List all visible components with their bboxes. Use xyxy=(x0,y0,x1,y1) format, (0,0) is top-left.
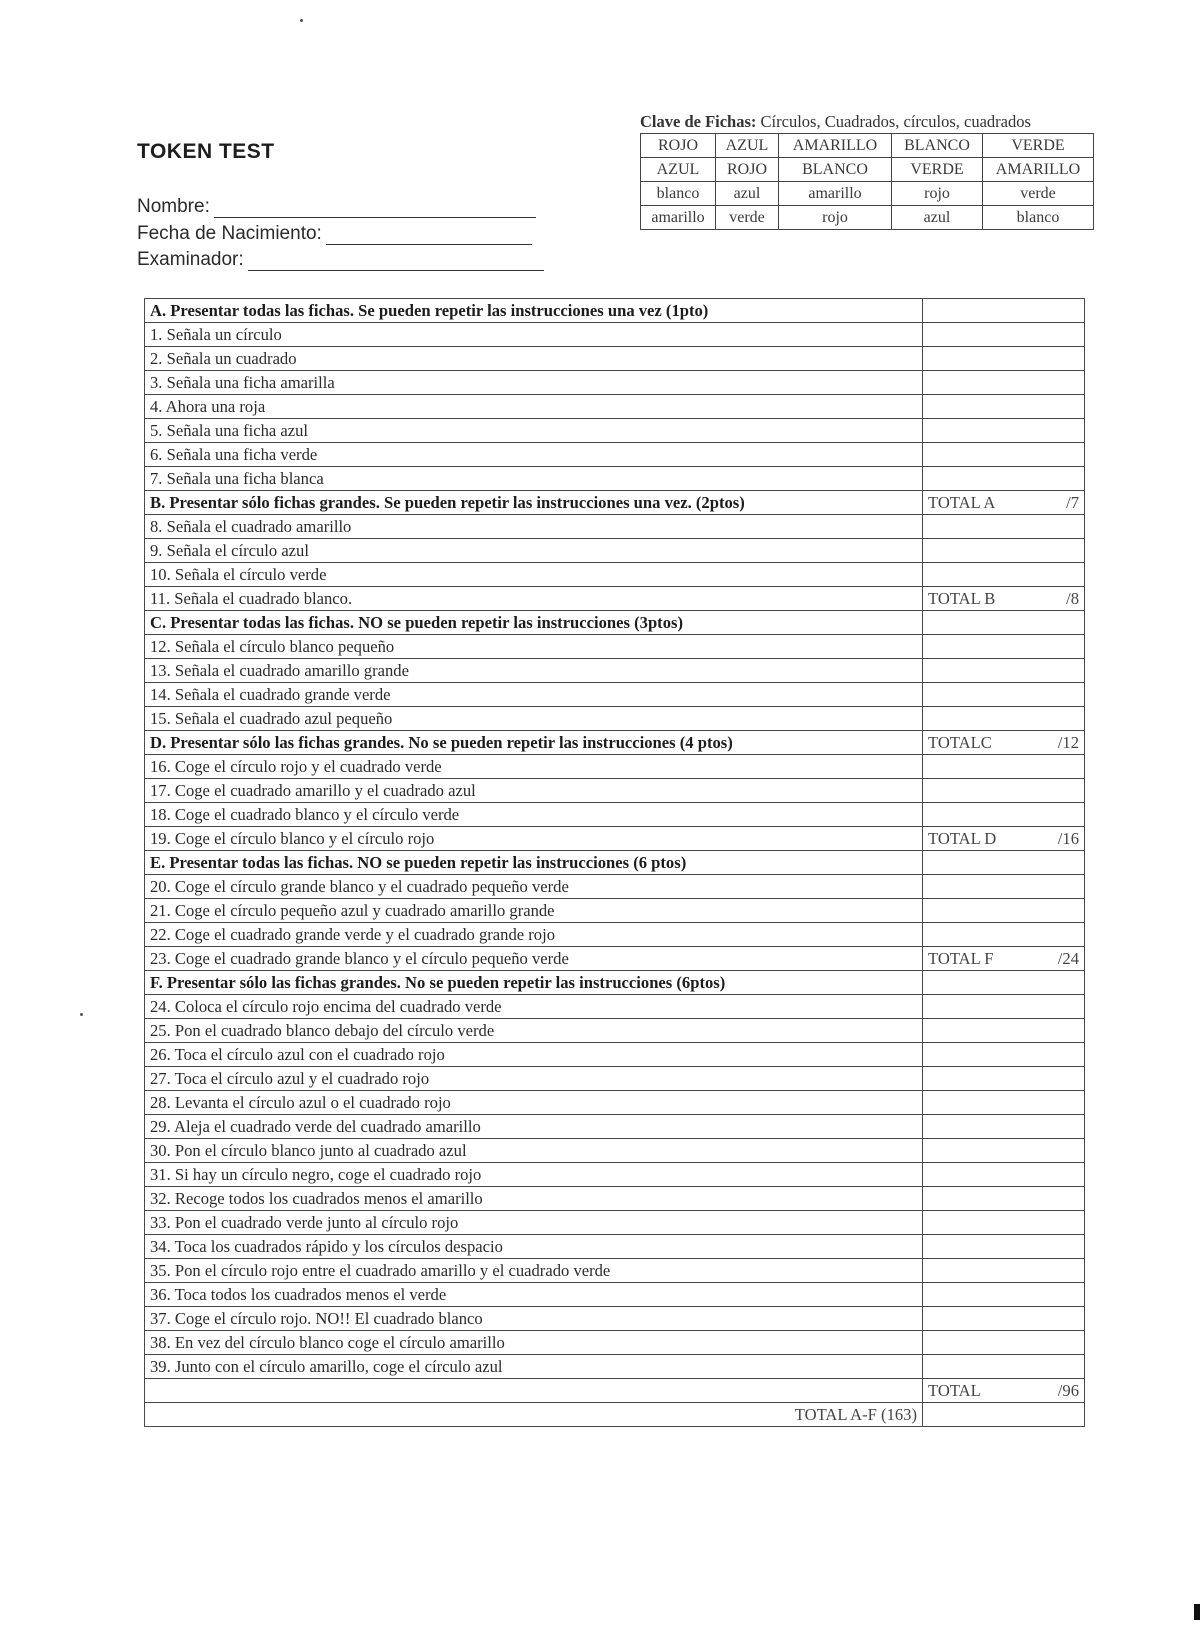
score-label: TOTALC xyxy=(928,732,992,752)
birthdate-label: Fecha de Nacimiento: xyxy=(137,223,322,244)
score-cell[interactable] xyxy=(923,371,1085,395)
instruction-row xyxy=(145,1331,1085,1355)
instruction-row xyxy=(145,875,1085,899)
score-cell[interactable] xyxy=(923,1211,1085,1235)
instruction-text: 2. Señala un cuadrado xyxy=(145,347,923,371)
score-cell[interactable] xyxy=(923,1115,1085,1139)
instruction-text: 32. Recoge todos los cuadrados menos el amarillo xyxy=(145,1187,923,1211)
instruction-row xyxy=(145,779,1085,803)
section-title: E. Presentar todas las fichas. NO se pueden repetir las instrucciones (6 ptos) xyxy=(145,851,923,875)
instruction-row xyxy=(145,515,1085,539)
score-cell[interactable] xyxy=(923,395,1085,419)
score-cell[interactable] xyxy=(923,1283,1085,1307)
section-header-row xyxy=(145,611,1085,635)
instruction-row xyxy=(145,467,1085,491)
birthdate-field[interactable] xyxy=(137,223,532,245)
scan-speck xyxy=(80,1013,83,1016)
token-key-table xyxy=(640,133,1094,230)
score-cell[interactable] xyxy=(923,1403,1085,1427)
instruction-row xyxy=(145,1043,1085,1067)
instruction-row xyxy=(145,827,1085,851)
instructions-table xyxy=(144,298,1085,1427)
key-cell: ROJO xyxy=(716,158,779,182)
score-cell[interactable] xyxy=(923,323,1085,347)
score-cell[interactable] xyxy=(923,1259,1085,1283)
instruction-text: 1. Señala un círculo xyxy=(145,323,923,347)
instruction-row xyxy=(145,1139,1085,1163)
score-max: /7 xyxy=(1066,492,1079,512)
key-cell: BLANCO xyxy=(892,134,983,158)
key-cell: azul xyxy=(892,206,983,230)
examiner-field[interactable] xyxy=(137,249,544,271)
key-cell: AZUL xyxy=(716,134,779,158)
instruction-text: 28. Levanta el círculo azul o el cuadrado rojo xyxy=(145,1091,923,1115)
instruction-text: 15. Señala el cuadrado azul pequeño xyxy=(145,707,923,731)
key-row xyxy=(641,134,1094,158)
instruction-text: 10. Señala el círculo verde xyxy=(145,563,923,587)
instruction-row xyxy=(145,347,1085,371)
score-cell[interactable] xyxy=(923,947,1085,971)
score-label: TOTAL F xyxy=(928,948,994,968)
key-cell: blanco xyxy=(641,182,716,206)
score-cell[interactable] xyxy=(923,491,1085,515)
score-cell[interactable] xyxy=(923,731,1085,755)
key-cell: VERDE xyxy=(983,134,1094,158)
section-header-row xyxy=(145,731,1085,755)
section-header-row xyxy=(145,299,1085,323)
instruction-text: 33. Pon el cuadrado verde junto al círculo rojo xyxy=(145,1211,923,1235)
key-cell: AMARILLO xyxy=(779,134,892,158)
instruction-text: 34. Toca los cuadrados rápido y los círculos despacio xyxy=(145,1235,923,1259)
name-line[interactable] xyxy=(214,199,536,218)
score-cell[interactable] xyxy=(923,1091,1085,1115)
score-cell[interactable] xyxy=(923,539,1085,563)
section-title: F. Presentar sólo las fichas grandes. No se pueden repetir las instrucciones (6ptos) xyxy=(145,971,923,995)
section-title: C. Presentar todas las fichas. NO se pueden repetir las instrucciones (3ptos) xyxy=(145,611,923,635)
score-max: /8 xyxy=(1066,588,1079,608)
instruction-row xyxy=(145,635,1085,659)
instruction-row xyxy=(145,1355,1085,1379)
instruction-row xyxy=(145,659,1085,683)
score-cell[interactable] xyxy=(923,515,1085,539)
instruction-text: 19. Coge el círculo blanco y el círculo rojo xyxy=(145,827,923,851)
score-cell[interactable] xyxy=(923,611,1085,635)
score-cell[interactable] xyxy=(923,1043,1085,1067)
grand-total-row xyxy=(145,1403,1085,1427)
score-cell[interactable] xyxy=(923,659,1085,683)
instruction-text: 12. Señala el círculo blanco pequeño xyxy=(145,635,923,659)
score-cell[interactable] xyxy=(923,1067,1085,1091)
section-header-row xyxy=(145,971,1085,995)
grand-total-label: TOTAL A-F (163) xyxy=(145,1403,923,1427)
score-cell[interactable] xyxy=(923,971,1085,995)
instruction-text: 20. Coge el círculo grande blanco y el cuadrado pequeño verde xyxy=(145,875,923,899)
token-key-caption: Clave de Fichas: Círculos, Cuadrados, círculos, cuadrados xyxy=(640,112,1031,131)
instruction-text: 38. En vez del círculo blanco coge el círculo amarillo xyxy=(145,1331,923,1355)
instruction-text: 27. Toca el círculo azul y el cuadrado rojo xyxy=(145,1067,923,1091)
instruction-row xyxy=(145,947,1085,971)
instruction-text: 13. Señala el cuadrado amarillo grande xyxy=(145,659,923,683)
key-cell: verde xyxy=(716,206,779,230)
key-cell: ROJO xyxy=(641,134,716,158)
score-label: TOTAL xyxy=(928,1380,981,1400)
instruction-row xyxy=(145,899,1085,923)
score-cell[interactable] xyxy=(923,851,1085,875)
total-row xyxy=(145,1379,1085,1403)
score-cell[interactable] xyxy=(923,299,1085,323)
section-title: B. Presentar sólo fichas grandes. Se pueden repetir las instrucciones una vez. (2ptos) xyxy=(145,491,923,515)
instruction-row xyxy=(145,1067,1085,1091)
score-cell[interactable] xyxy=(923,683,1085,707)
scan-edge-mark xyxy=(1194,1604,1200,1620)
key-cell: azul xyxy=(716,182,779,206)
key-cell: rojo xyxy=(892,182,983,206)
key-cell: AMARILLO xyxy=(983,158,1094,182)
score-cell[interactable] xyxy=(923,635,1085,659)
instruction-text: 9. Señala el círculo azul xyxy=(145,539,923,563)
instruction-text: 39. Junto con el círculo amarillo, coge el círculo azul xyxy=(145,1355,923,1379)
key-cell: BLANCO xyxy=(779,158,892,182)
instruction-row xyxy=(145,1283,1085,1307)
section-header-row xyxy=(145,491,1085,515)
score-cell[interactable] xyxy=(923,1163,1085,1187)
instruction-row xyxy=(145,1163,1085,1187)
instruction-text: 24. Coloca el círculo rojo encima del cuadrado verde xyxy=(145,995,923,1019)
score-cell[interactable] xyxy=(923,803,1085,827)
instruction-text: 31. Si hay un círculo negro, coge el cuadrado rojo xyxy=(145,1163,923,1187)
instruction-row xyxy=(145,1307,1085,1331)
score-cell[interactable] xyxy=(923,419,1085,443)
examiner-label: Examinador: xyxy=(137,249,244,270)
page-title: TOKEN TEST xyxy=(137,140,275,163)
key-cell: blanco xyxy=(983,206,1094,230)
key-row xyxy=(641,182,1094,206)
score-cell[interactable] xyxy=(923,779,1085,803)
instruction-row xyxy=(145,1187,1085,1211)
instruction-row xyxy=(145,707,1085,731)
instruction-row xyxy=(145,371,1085,395)
section-title: A. Presentar todas las fichas. Se pueden repetir las instrucciones una vez (1pto) xyxy=(145,299,923,323)
instruction-row xyxy=(145,323,1085,347)
instruction-text: 16. Coge el círculo rojo y el cuadrado verde xyxy=(145,755,923,779)
instruction-row xyxy=(145,1259,1085,1283)
instruction-row xyxy=(145,1235,1085,1259)
score-cell[interactable] xyxy=(923,875,1085,899)
score-max: /12 xyxy=(1057,732,1079,752)
name-field[interactable] xyxy=(137,196,536,218)
instruction-row xyxy=(145,419,1085,443)
score-cell[interactable] xyxy=(923,467,1085,491)
score-cell[interactable] xyxy=(923,995,1085,1019)
instruction-text: 14. Señala el cuadrado grande verde xyxy=(145,683,923,707)
instruction-row xyxy=(145,923,1085,947)
examiner-line[interactable] xyxy=(248,252,544,271)
score-cell[interactable] xyxy=(923,1187,1085,1211)
key-cell: amarillo xyxy=(641,206,716,230)
instruction-text: 25. Pon el cuadrado blanco debajo del círculo verde xyxy=(145,1019,923,1043)
key-cell: rojo xyxy=(779,206,892,230)
instruction-text: 4. Ahora una roja xyxy=(145,395,923,419)
instruction-text: 21. Coge el círculo pequeño azul y cuadrado amarillo grande xyxy=(145,899,923,923)
instruction-row xyxy=(145,683,1085,707)
instruction-text: 11. Señala el cuadrado blanco. xyxy=(145,587,923,611)
scan-speck xyxy=(300,19,303,22)
instruction-text: 29. Aleja el cuadrado verde del cuadrado amarillo xyxy=(145,1115,923,1139)
score-cell[interactable] xyxy=(923,587,1085,611)
key-row xyxy=(641,206,1094,230)
instruction-row xyxy=(145,587,1085,611)
score-max: /24 xyxy=(1057,948,1079,968)
score-label: TOTAL B xyxy=(928,588,996,608)
instruction-text: 18. Coge el cuadrado blanco y el círculo verde xyxy=(145,803,923,827)
instruction-row xyxy=(145,1115,1085,1139)
key-row xyxy=(641,158,1094,182)
instruction-text: 3. Señala una ficha amarilla xyxy=(145,371,923,395)
instruction-text: 8. Señala el cuadrado amarillo xyxy=(145,515,923,539)
instruction-text: 5. Señala una ficha azul xyxy=(145,419,923,443)
instruction-text: 36. Toca todos los cuadrados menos el verde xyxy=(145,1283,923,1307)
instruction-row xyxy=(145,995,1085,1019)
instruction-row xyxy=(145,755,1085,779)
key-cell: amarillo xyxy=(779,182,892,206)
instruction-row xyxy=(145,1211,1085,1235)
instruction-text: 17. Coge el cuadrado amarillo y el cuadrado azul xyxy=(145,779,923,803)
score-cell[interactable] xyxy=(923,1379,1085,1403)
name-label: Nombre: xyxy=(137,196,210,217)
instruction-row xyxy=(145,395,1085,419)
score-cell[interactable] xyxy=(923,899,1085,923)
score-cell[interactable] xyxy=(923,347,1085,371)
score-cell[interactable] xyxy=(923,1331,1085,1355)
score-cell[interactable] xyxy=(923,1307,1085,1331)
empty-cell xyxy=(145,1379,923,1403)
score-cell[interactable] xyxy=(923,1355,1085,1379)
section-header-row xyxy=(145,851,1085,875)
score-label: TOTAL A xyxy=(928,492,996,512)
instruction-text: 35. Pon el círculo rojo entre el cuadrado amarillo y el cuadrado verde xyxy=(145,1259,923,1283)
score-cell[interactable] xyxy=(923,707,1085,731)
score-max: /16 xyxy=(1057,828,1079,848)
instruction-row xyxy=(145,443,1085,467)
score-cell[interactable] xyxy=(923,563,1085,587)
instruction-row xyxy=(145,563,1085,587)
section-title: D. Presentar sólo las fichas grandes. No se pueden repetir las instrucciones (4 ptos) xyxy=(145,731,923,755)
score-cell[interactable] xyxy=(923,443,1085,467)
key-cell: verde xyxy=(983,182,1094,206)
score-cell[interactable] xyxy=(923,923,1085,947)
score-cell[interactable] xyxy=(923,827,1085,851)
instruction-text: 37. Coge el círculo rojo. NO!! El cuadrado blanco xyxy=(145,1307,923,1331)
score-label: TOTAL D xyxy=(928,828,997,848)
instruction-text: 22. Coge el cuadrado grande verde y el cuadrado grande rojo xyxy=(145,923,923,947)
instruction-text: 6. Señala una ficha verde xyxy=(145,443,923,467)
score-max: /96 xyxy=(1057,1380,1079,1400)
key-cell: AZUL xyxy=(641,158,716,182)
instruction-text: 23. Coge el cuadrado grande blanco y el círculo pequeño verde xyxy=(145,947,923,971)
instruction-row xyxy=(145,803,1085,827)
score-cell[interactable] xyxy=(923,1019,1085,1043)
instruction-text: 7. Señala una ficha blanca xyxy=(145,467,923,491)
score-cell[interactable] xyxy=(923,1235,1085,1259)
key-cell: VERDE xyxy=(892,158,983,182)
instruction-text: 26. Toca el círculo azul con el cuadrado rojo xyxy=(145,1043,923,1067)
instruction-row xyxy=(145,1019,1085,1043)
birthdate-line[interactable] xyxy=(326,226,532,245)
instruction-row xyxy=(145,1091,1085,1115)
instruction-row xyxy=(145,539,1085,563)
score-cell[interactable] xyxy=(923,755,1085,779)
score-cell[interactable] xyxy=(923,1139,1085,1163)
instruction-text: 30. Pon el círculo blanco junto al cuadrado azul xyxy=(145,1139,923,1163)
